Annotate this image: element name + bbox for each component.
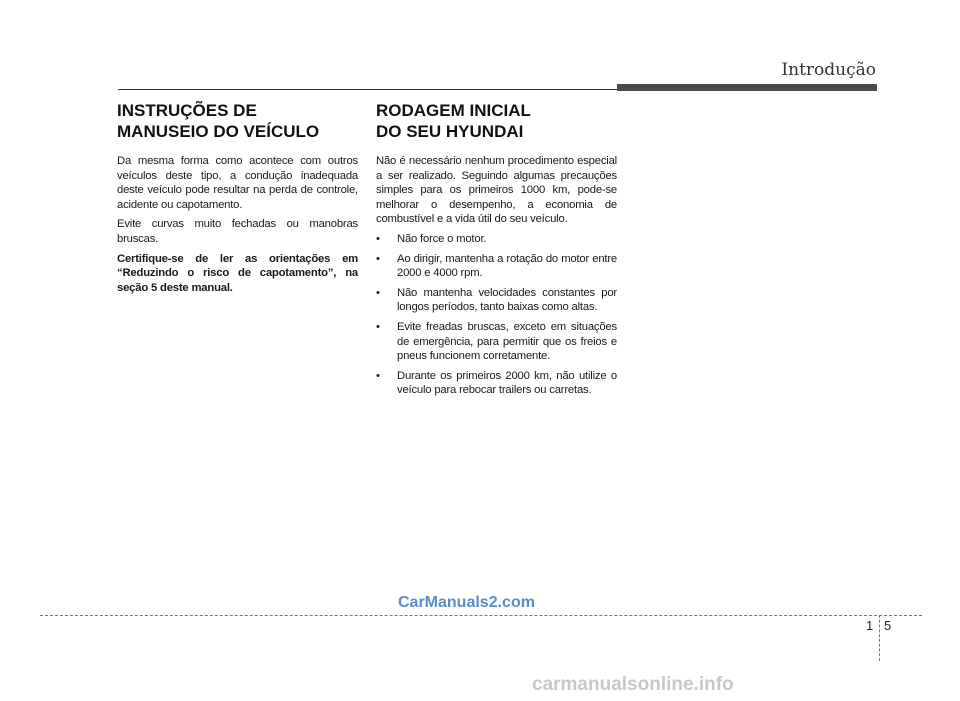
header-rule — [118, 89, 618, 90]
handling-heading-line2: MANUSEIO DO VEÍCULO — [117, 122, 320, 141]
list-item-text: Não mantenha velocidades constantes por longos períodos, tanto baixas como altas. — [397, 286, 617, 314]
section-title: Introdução — [781, 60, 876, 80]
list-item — [376, 369, 617, 398]
list-item — [376, 252, 617, 281]
list-item — [376, 320, 617, 364]
break-in-heading — [376, 100, 617, 142]
break-in-heading-line2: DO SEU HYUNDAI — [376, 122, 524, 141]
handling-heading — [117, 100, 358, 142]
list-item-text: Durante os primeiros 2000 km, não utilize o veículo para rebocar trailers ou carretas. — [397, 369, 617, 397]
break-in-intro: Não é necessário nenhum procedimento especial a ser realizado. Seguindo algumas precauções simples para os primeiros 1000 km, pode-se melhorar o desempenho, a economia de combustível e a vida útil do seu veículo. — [376, 155, 617, 226]
handling-heading-line1: INSTRUÇÕES DE — [117, 101, 257, 120]
list-item — [376, 286, 617, 315]
list-item-text: Não force o motor. — [397, 232, 487, 245]
handling-section — [117, 100, 358, 300]
bullet-icon: • — [376, 286, 380, 299]
watermark-link[interactable]: CarManuals2.com — [398, 594, 535, 611]
page-number: 5 — [884, 618, 892, 633]
bullet-icon: • — [376, 320, 380, 333]
list-item-text: Ao dirigir, mantenha a rotação do motor entre 2000 e 4000 rpm. — [397, 252, 617, 280]
bullet-icon: • — [376, 369, 380, 382]
page-number-divider — [879, 615, 880, 661]
bullet-icon: • — [376, 252, 380, 265]
footer-divider — [40, 615, 922, 616]
chapter-number: 1 — [866, 618, 874, 633]
list-item-text: Evite freadas bruscas, exceto em situações de emergência, para permitir que os freios e pneus funcionem corretamente. — [397, 320, 617, 363]
rollover-note: Certifique-se de ler as orientações em “Reduzindo o risco de capotamento”, na seção 5 deste manual. — [117, 252, 358, 294]
handling-paragraph: Da mesma forma como acontece com outros veículos deste tipo, a condução inadequada deste veículo pode resultar na perda de controle, acidente ou capotamento. — [117, 155, 358, 211]
header-bar — [617, 84, 877, 91]
break-in-section — [376, 100, 617, 403]
handling-paragraph: Evite curvas muito fechadas ou manobras bruscas. — [117, 218, 358, 245]
break-in-heading-line1: RODAGEM INICIAL — [376, 101, 531, 120]
bullet-icon: • — [376, 232, 380, 245]
break-in-list — [376, 232, 617, 398]
watermark-footer: carmanualsonline.info — [532, 674, 734, 695]
list-item — [376, 232, 617, 247]
